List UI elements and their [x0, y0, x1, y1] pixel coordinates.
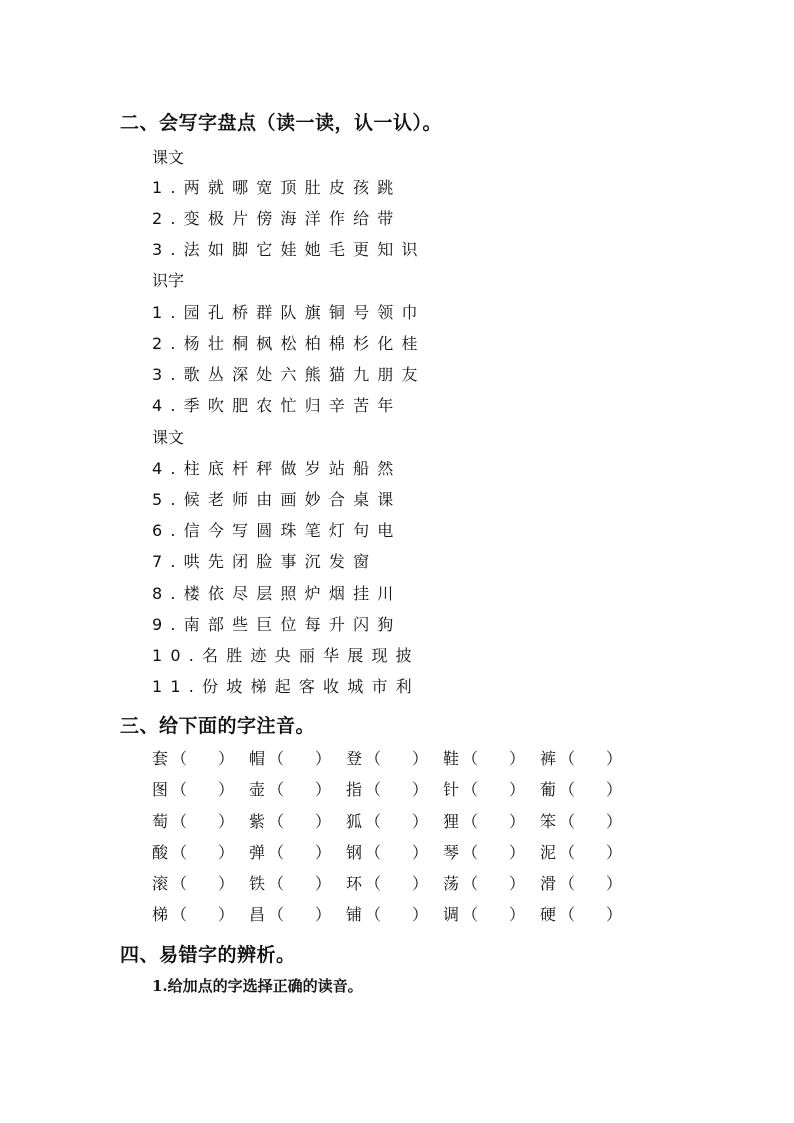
answer-paren-close: ） — [412, 780, 429, 799]
pinyin-item-char: 鞋 — [443, 749, 460, 768]
pinyin-item-char: 针 — [443, 780, 460, 799]
answer-paren-open: （ — [462, 905, 479, 924]
answer-paren-close: ） — [509, 905, 526, 924]
char-line: 8.楼依尽层照炉烟挂川 — [152, 584, 402, 603]
answer-paren-close: ） — [315, 780, 332, 799]
answer-paren-close: ） — [315, 874, 332, 893]
pinyin-row — [152, 840, 632, 862]
answer-paren-close: ） — [218, 905, 235, 924]
pinyin-row — [152, 746, 632, 768]
answer-paren-open: （ — [559, 749, 576, 768]
pinyin-item-char: 昌 — [249, 905, 266, 924]
answer-paren-close: ） — [412, 812, 429, 831]
pinyin-item-char: 硬 — [540, 905, 557, 924]
answer-paren-open: （ — [268, 874, 285, 893]
answer-paren-close: ） — [218, 749, 235, 768]
answer-paren-close: ） — [509, 843, 526, 862]
answer-paren-close: ） — [218, 812, 235, 831]
answer-paren-open: （ — [365, 812, 382, 831]
group-label-kewen-1: 课文 — [152, 148, 185, 167]
section4-title: 四、易错字的辨析。 — [120, 944, 296, 966]
answer-paren-open: （ — [559, 843, 576, 862]
pinyin-item-char: 图 — [152, 780, 169, 799]
answer-paren-close: ） — [509, 874, 526, 893]
pinyin-item-char: 笨 — [540, 812, 557, 831]
pinyin-item-char: 弹 — [249, 843, 266, 862]
pinyin-row — [152, 809, 632, 831]
char-line: 6.信今写圆珠笔灯句电 — [152, 521, 402, 540]
answer-paren-open: （ — [268, 812, 285, 831]
answer-paren-close: ） — [412, 749, 429, 768]
pinyin-item-char: 泥 — [540, 843, 557, 862]
pinyin-item-char: 调 — [443, 905, 460, 924]
char-line: 5.候老师由画妙合桌课 — [152, 490, 402, 509]
pinyin-row — [152, 777, 632, 799]
answer-paren-open: （ — [462, 749, 479, 768]
answer-paren-open: （ — [171, 780, 188, 799]
answer-paren-open: （ — [171, 874, 188, 893]
pinyin-item-char: 荡 — [443, 874, 460, 893]
char-line: 4.柱底杆秤做岁站船然 — [152, 459, 402, 478]
pinyin-item-char: 钢 — [346, 843, 363, 862]
answer-paren-close: ） — [218, 780, 235, 799]
char-line: 11.份坡梯起客收城市利 — [152, 677, 420, 696]
pinyin-item-char: 酸 — [152, 843, 169, 862]
answer-paren-open: （ — [559, 874, 576, 893]
answer-paren-close: ） — [606, 812, 623, 831]
answer-paren-close: ） — [606, 843, 623, 862]
answer-paren-close: ） — [315, 812, 332, 831]
pinyin-item-char: 铁 — [249, 874, 266, 893]
pinyin-item-char: 铺 — [346, 905, 363, 924]
answer-paren-open: （ — [268, 749, 285, 768]
char-line: 4.季吹肥农忙归辛苦年 — [152, 396, 402, 415]
answer-paren-close: ） — [412, 843, 429, 862]
pinyin-item-char: 滚 — [152, 874, 169, 893]
pinyin-item-char: 壶 — [249, 780, 266, 799]
pinyin-item-char: 套 — [152, 749, 169, 768]
pinyin-item-char: 狸 — [443, 812, 460, 831]
answer-paren-open: （ — [365, 874, 382, 893]
char-line: 2.变极片傍海洋作给带 — [152, 209, 402, 228]
pinyin-item-char: 裤 — [540, 749, 557, 768]
char-line: 7.哄先闭脸事沉发窗 — [152, 552, 378, 571]
answer-paren-close: ） — [412, 874, 429, 893]
answer-paren-close: ） — [606, 749, 623, 768]
char-line: 1.园孔桥群队旗铜号领巾 — [152, 303, 426, 322]
char-line: 2.杨壮桐枫松柏棉杉化桂 — [152, 334, 426, 353]
answer-paren-open: （ — [171, 843, 188, 862]
group-label-kewen-2: 课文 — [152, 428, 185, 447]
pinyin-item-char: 帽 — [249, 749, 266, 768]
answer-paren-open: （ — [365, 749, 382, 768]
answer-paren-open: （ — [268, 905, 285, 924]
answer-paren-open: （ — [559, 780, 576, 799]
answer-paren-close: ） — [315, 749, 332, 768]
answer-paren-open: （ — [559, 812, 576, 831]
answer-paren-open: （ — [268, 780, 285, 799]
section4-task-1: 1.给加点的字选择正确的读音。 — [152, 977, 363, 995]
pinyin-item-char: 萄 — [152, 812, 169, 831]
answer-paren-close: ） — [606, 780, 623, 799]
char-line: 3.法如脚它娃她毛更知识 — [152, 240, 426, 259]
pinyin-item-char: 梯 — [152, 905, 169, 924]
group-label-shizi: 识字 — [152, 271, 185, 290]
pinyin-item-char: 葡 — [540, 780, 557, 799]
section2-title: 二、会写字盘点（读一读，认一认）。 — [120, 112, 443, 134]
pinyin-item-char: 指 — [346, 780, 363, 799]
answer-paren-open: （ — [559, 905, 576, 924]
answer-paren-open: （ — [365, 780, 382, 799]
answer-paren-open: （ — [171, 812, 188, 831]
char-line: 10.名胜迹央丽华展现披 — [152, 646, 420, 665]
answer-paren-close: ） — [412, 905, 429, 924]
answer-paren-open: （ — [171, 749, 188, 768]
answer-paren-open: （ — [462, 780, 479, 799]
answer-paren-close: ） — [606, 874, 623, 893]
pinyin-row — [152, 871, 632, 893]
answer-paren-close: ） — [606, 905, 623, 924]
pinyin-item-char: 狐 — [346, 812, 363, 831]
answer-paren-open: （ — [462, 843, 479, 862]
answer-paren-close: ） — [315, 843, 332, 862]
answer-paren-close: ） — [509, 749, 526, 768]
answer-paren-open: （ — [365, 843, 382, 862]
answer-paren-close: ） — [218, 874, 235, 893]
answer-paren-open: （ — [462, 812, 479, 831]
pinyin-item-char: 环 — [346, 874, 363, 893]
answer-paren-open: （ — [365, 905, 382, 924]
answer-paren-close: ） — [315, 905, 332, 924]
section3-title: 三、给下面的字注音。 — [120, 715, 316, 737]
answer-paren-close: ） — [509, 780, 526, 799]
answer-paren-close: ） — [218, 843, 235, 862]
char-line: 1.两就哪宽顶肚皮孩跳 — [152, 178, 402, 197]
char-line: 3.歌丛深处六熊猫九朋友 — [152, 365, 426, 384]
pinyin-row — [152, 902, 632, 924]
pinyin-item-char: 滑 — [540, 874, 557, 893]
char-line: 9.南部些巨位每升闪狗 — [152, 615, 402, 634]
answer-paren-open: （ — [268, 843, 285, 862]
answer-paren-close: ） — [509, 812, 526, 831]
answer-paren-open: （ — [171, 905, 188, 924]
pinyin-item-char: 登 — [346, 749, 363, 768]
pinyin-item-char: 紫 — [249, 812, 266, 831]
pinyin-item-char: 琴 — [443, 843, 460, 862]
answer-paren-open: （ — [462, 874, 479, 893]
